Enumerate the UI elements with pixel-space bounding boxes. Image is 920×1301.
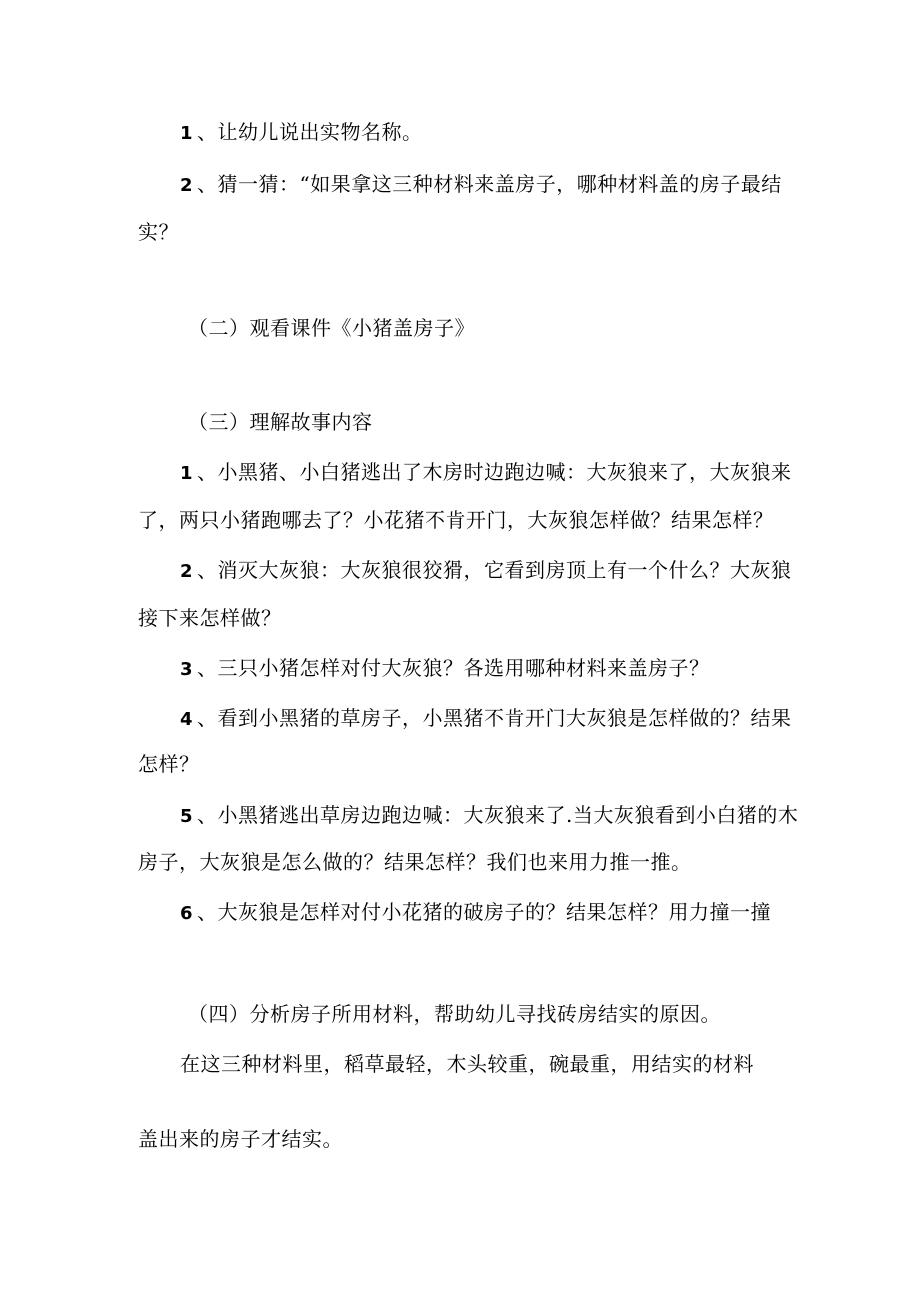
intro-item-1 [180, 118, 423, 148]
item-number: 6 [180, 903, 194, 924]
item-text: 、猜一猜：“如果拿这三种材料来盖房子，哪种材料盖的房子最结 [197, 172, 782, 196]
story-item-1-line2: 了，两只小猪跑哪去了？小花猪不肯开门，大灰狼怎样做？结果怎样？ [138, 508, 774, 532]
section-heading-4: （四）分析房子所用材料，帮助幼儿寻找砖房结实的原因。 [188, 1002, 721, 1026]
section-heading-3: （三）理解故事内容 [188, 410, 373, 434]
section-heading-2: （二）观看课件《小猪盖房子》 [188, 316, 475, 340]
item-number: 1 [180, 463, 194, 484]
story-item-5-line1 [180, 801, 798, 831]
item-text: 、看到小黑猪的草房子，小黑猪不肯开门大灰狼是怎样做的？结果 [197, 706, 792, 730]
story-item-6 [180, 898, 771, 928]
item-number: 3 [180, 659, 194, 680]
intro-item-2-line2: 实？ [138, 220, 179, 244]
intro-item-2-line1 [180, 170, 782, 200]
item-text: 、让幼儿说出实物名称。 [197, 120, 423, 144]
story-item-4-line2: 怎样？ [138, 752, 200, 776]
item-number: 1 [180, 123, 194, 144]
item-text: 、消灭大灰狼：大灰狼很狡猾，它看到房顶上有一个什么？大灰狼 [197, 558, 792, 582]
item-number: 5 [180, 806, 194, 827]
story-item-2-line2: 接下来怎样做？ [138, 606, 282, 630]
item-text: 、大灰狼是怎样对付小花猪的破房子的？结果怎样？用力撞一撞 [197, 900, 772, 924]
item-number: 2 [180, 561, 194, 582]
story-item-4-line1 [180, 704, 792, 734]
story-item-1-line1 [180, 458, 792, 488]
item-text: 、三只小猪怎样对付大灰狼？各选用哪种材料来盖房子？ [197, 656, 710, 680]
story-item-3 [180, 654, 710, 684]
section-4-paragraph-line2: 盖出来的房子才结实。 [138, 1127, 343, 1151]
item-number: 4 [180, 709, 194, 730]
story-item-5-line2: 房子，大灰狼是怎么做的？结果怎样？我们也来用力推一推。 [138, 850, 692, 874]
section-4-paragraph-line1: 在这三种材料里，稻草最轻，木头较重，碗最重，用结实的材料 [180, 1052, 754, 1076]
item-text: 、小黑猪逃出草房边跑边喊：大灰狼来了.当大灰狼看到小白猪的木 [197, 803, 799, 827]
story-item-2-line1 [180, 556, 792, 586]
item-text: 、小黑猪、小白猪逃出了木房时边跑边喊：大灰狼来了，大灰狼来 [197, 460, 792, 484]
item-number: 2 [180, 175, 194, 196]
